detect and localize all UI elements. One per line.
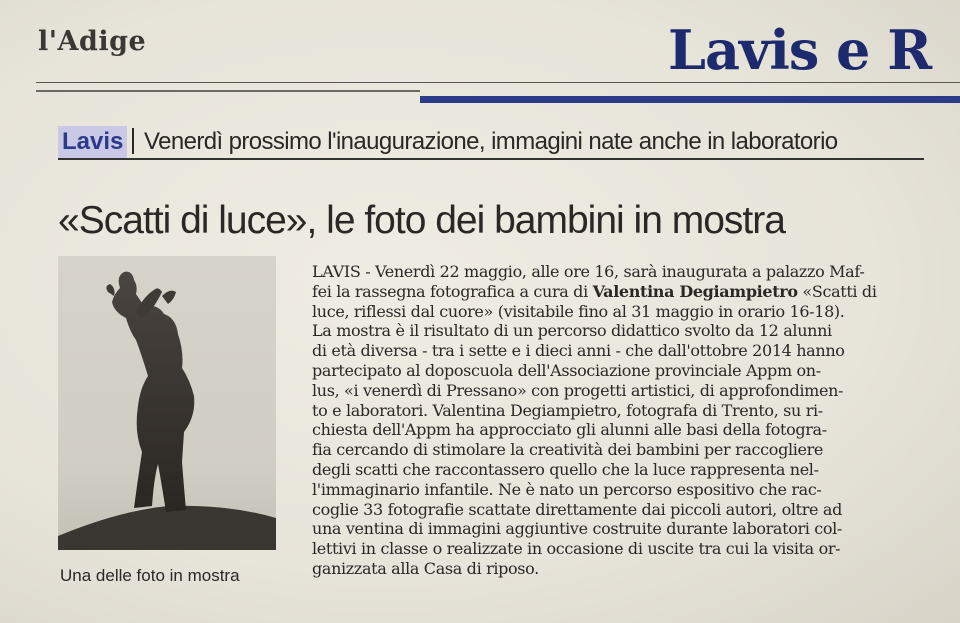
article-text: di età diversa - tra i sette e i dieci anni - che dall'ottobre 2014 hanno xyxy=(312,341,845,361)
article-line xyxy=(312,401,937,421)
article-text: una ventina di immagini aggiuntive costruite durante laboratori col- xyxy=(312,519,842,539)
article-text: LAVIS - Venerdì 22 maggio, alle ore 16, sarà inaugurata a palazzo Maf- xyxy=(312,262,865,281)
article-line xyxy=(312,420,937,440)
article-text: «Scatti di xyxy=(797,281,877,301)
article-kicker xyxy=(58,126,924,160)
article-text: chiesta dell'Appm ha approcciato gli alunni alle basi della fotogra- xyxy=(312,420,827,440)
section-rule-blue xyxy=(420,96,960,103)
photo-caption: Una delle foto in mostra xyxy=(60,566,240,585)
section-title: Lavis e R xyxy=(668,18,932,82)
article-text: ganizzata alla Casa di riposo. xyxy=(312,558,539,578)
kicker-separator xyxy=(132,128,134,154)
newspaper-name: l'Adige xyxy=(38,26,147,57)
article-line xyxy=(312,539,937,559)
author-name: Valentina Degiampietro xyxy=(592,281,798,301)
article-line xyxy=(312,321,937,341)
article-text: lettivi in classe o realizzate in occasione di uscite tra cui la visita or- xyxy=(312,539,841,559)
article-line xyxy=(312,302,937,322)
article-text: partecipato al doposcuola dell'Associazione provinciale Appm on- xyxy=(312,360,821,380)
article-text: l'immaginario infantile. Ne è nato un percorso espositivo che rac- xyxy=(312,479,822,499)
article-headline: «Scatti di luce», le foto dei bambini in mostra xyxy=(58,199,785,242)
article-text: La mostra è il risultato di un percorso didattico svolto da 12 alunni xyxy=(312,321,832,341)
article-line xyxy=(312,440,937,460)
article-line xyxy=(312,381,937,401)
kicker-location-tag: Lavis xyxy=(58,126,127,158)
article-text: fei la rassegna fotografica a cura di xyxy=(312,281,593,301)
header-rule xyxy=(36,82,960,83)
article-text: fia cercando di stimolare la creatività dei bambini per raccogliere xyxy=(312,440,824,460)
article-text: lus, «i venerdì di Pressano» con progetti artistici, di approfondimen- xyxy=(312,380,844,400)
kicker-text: Venerdì prossimo l'inaugurazione, immagini nate anche in laboratorio xyxy=(144,128,838,155)
article-line xyxy=(312,262,937,282)
article-line xyxy=(312,500,937,520)
article-line xyxy=(312,341,937,361)
article-photo xyxy=(58,256,276,550)
article-line xyxy=(312,519,937,539)
article-line xyxy=(312,282,937,302)
article-text: luce, riflessi dal cuore» (visitabile fino al 31 maggio in orario 16-18). xyxy=(312,301,845,321)
article-text: coglie 33 fotografie scattate direttamente dai piccoli autori, oltre ad xyxy=(312,499,842,519)
article-line xyxy=(312,361,937,381)
article-text: to e laboratori. Valentina Degiampietro, fotografa di Trento, su ri- xyxy=(312,400,823,420)
article-text: degli scatti che raccontassero quello che la luce rappresenta nel- xyxy=(312,459,819,479)
child-silhouette-image xyxy=(58,256,276,550)
article-line xyxy=(312,480,937,500)
article-line xyxy=(312,460,937,480)
article-body xyxy=(312,262,937,579)
article-line xyxy=(312,559,937,579)
header-rule-grey xyxy=(36,90,420,92)
